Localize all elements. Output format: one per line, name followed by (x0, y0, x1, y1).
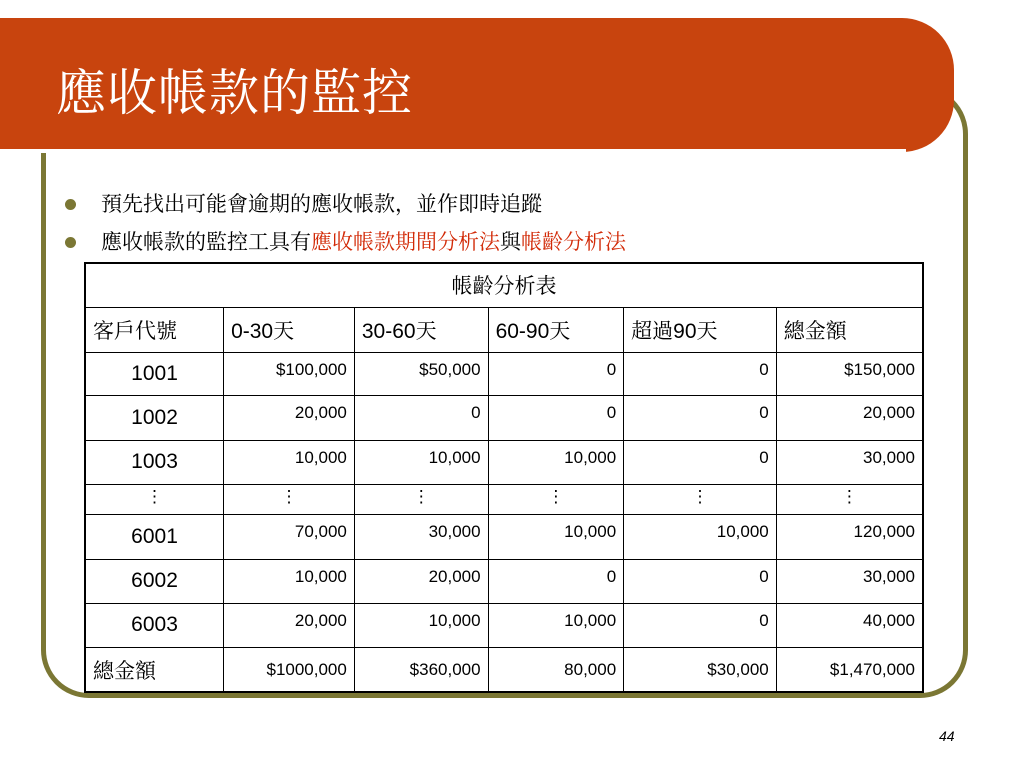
column-header: 0-30天 (224, 307, 355, 352)
customer-id-cell: 1003 (85, 440, 224, 484)
bullet-item (63, 223, 626, 261)
table-total-row (85, 648, 923, 692)
total-label: 總金額 (85, 648, 224, 692)
title-bar (0, 18, 954, 152)
table-row (85, 603, 923, 647)
bullet-list (63, 185, 626, 261)
table-caption: 帳齡分析表 (85, 263, 923, 307)
total-amount-cell: 80,000 (488, 648, 624, 692)
total-amount-cell: $1000,000 (224, 648, 355, 692)
bullet-dot-icon (65, 237, 76, 248)
title-underline (0, 149, 906, 153)
column-header: 30-60天 (354, 307, 488, 352)
ellipsis-cell: ⋮ (354, 485, 488, 515)
table-row (85, 396, 923, 440)
ellipsis-cell: ⋮ (224, 485, 355, 515)
customer-id-cell: 6001 (85, 515, 224, 559)
column-header: 60-90天 (488, 307, 624, 352)
ellipsis-cell: ⋮ (776, 485, 923, 515)
amount-cell: 20,000 (224, 603, 355, 647)
total-amount-cell: 20,000 (776, 396, 923, 440)
total-amount-cell: $30,000 (624, 648, 777, 692)
total-amount-cell: 120,000 (776, 515, 923, 559)
amount-cell: $100,000 (224, 353, 355, 396)
amount-cell: 0 (624, 559, 777, 603)
amount-cell: 10,000 (354, 603, 488, 647)
table-row (85, 515, 923, 559)
total-amount-cell: 40,000 (776, 603, 923, 647)
amount-cell: 30,000 (354, 515, 488, 559)
table-caption-row (85, 263, 923, 307)
amount-cell: 0 (624, 396, 777, 440)
total-amount-cell: 30,000 (776, 559, 923, 603)
amount-cell: 0 (488, 353, 624, 396)
customer-id-cell: 1001 (85, 353, 224, 396)
amount-cell: 0 (624, 603, 777, 647)
customer-id-cell: 6002 (85, 559, 224, 603)
page-number: 44 (939, 728, 955, 744)
amount-cell: 70,000 (224, 515, 355, 559)
ellipsis-cell: ⋮ (488, 485, 624, 515)
column-header: 總金額 (776, 307, 923, 352)
bullet-dot-icon (65, 199, 76, 210)
amount-cell: 10,000 (224, 440, 355, 484)
grand-total-cell: $1,470,000 (776, 648, 923, 692)
bullet-text-middle: 與 (500, 230, 521, 254)
ellipsis-cell: ⋮ (624, 485, 777, 515)
aging-analysis-table (84, 262, 924, 693)
amount-cell: 10,000 (224, 559, 355, 603)
slide-title: 應收帳款的監控 (56, 64, 413, 122)
column-header: 超過90天 (624, 307, 777, 352)
amount-cell: 0 (624, 440, 777, 484)
ellipsis-row (85, 485, 923, 515)
amount-cell: 10,000 (488, 515, 624, 559)
amount-cell: 10,000 (624, 515, 777, 559)
amount-cell: 20,000 (354, 559, 488, 603)
table-header-row (85, 307, 923, 352)
bullet-item (63, 185, 626, 223)
amount-cell: $50,000 (354, 353, 488, 396)
amount-cell: 10,000 (354, 440, 488, 484)
amount-cell: 0 (488, 559, 624, 603)
customer-id-cell: 6003 (85, 603, 224, 647)
table-row (85, 440, 923, 484)
total-amount-cell: 30,000 (776, 440, 923, 484)
bullet-highlight-period-analysis: 應收帳款期間分析法 (311, 230, 500, 254)
amount-cell: 0 (488, 396, 624, 440)
bullet-text-prefix: 應收帳款的監控工具有 (101, 230, 311, 254)
table-row (85, 559, 923, 603)
ellipsis-cell: ⋮ (85, 485, 224, 515)
total-amount-cell: $360,000 (354, 648, 488, 692)
amount-cell: 10,000 (488, 440, 624, 484)
customer-id-cell: 1002 (85, 396, 224, 440)
table-row (85, 353, 923, 396)
amount-cell: 20,000 (224, 396, 355, 440)
amount-cell: 0 (354, 396, 488, 440)
bullet-highlight-aging-analysis: 帳齡分析法 (521, 230, 626, 254)
amount-cell: 0 (624, 353, 777, 396)
amount-cell: 10,000 (488, 603, 624, 647)
column-header: 客戶代號 (85, 307, 224, 352)
bullet-text: 預先找出可能會逾期的應收帳款，並作即時追蹤 (101, 192, 542, 216)
total-amount-cell: $150,000 (776, 353, 923, 396)
